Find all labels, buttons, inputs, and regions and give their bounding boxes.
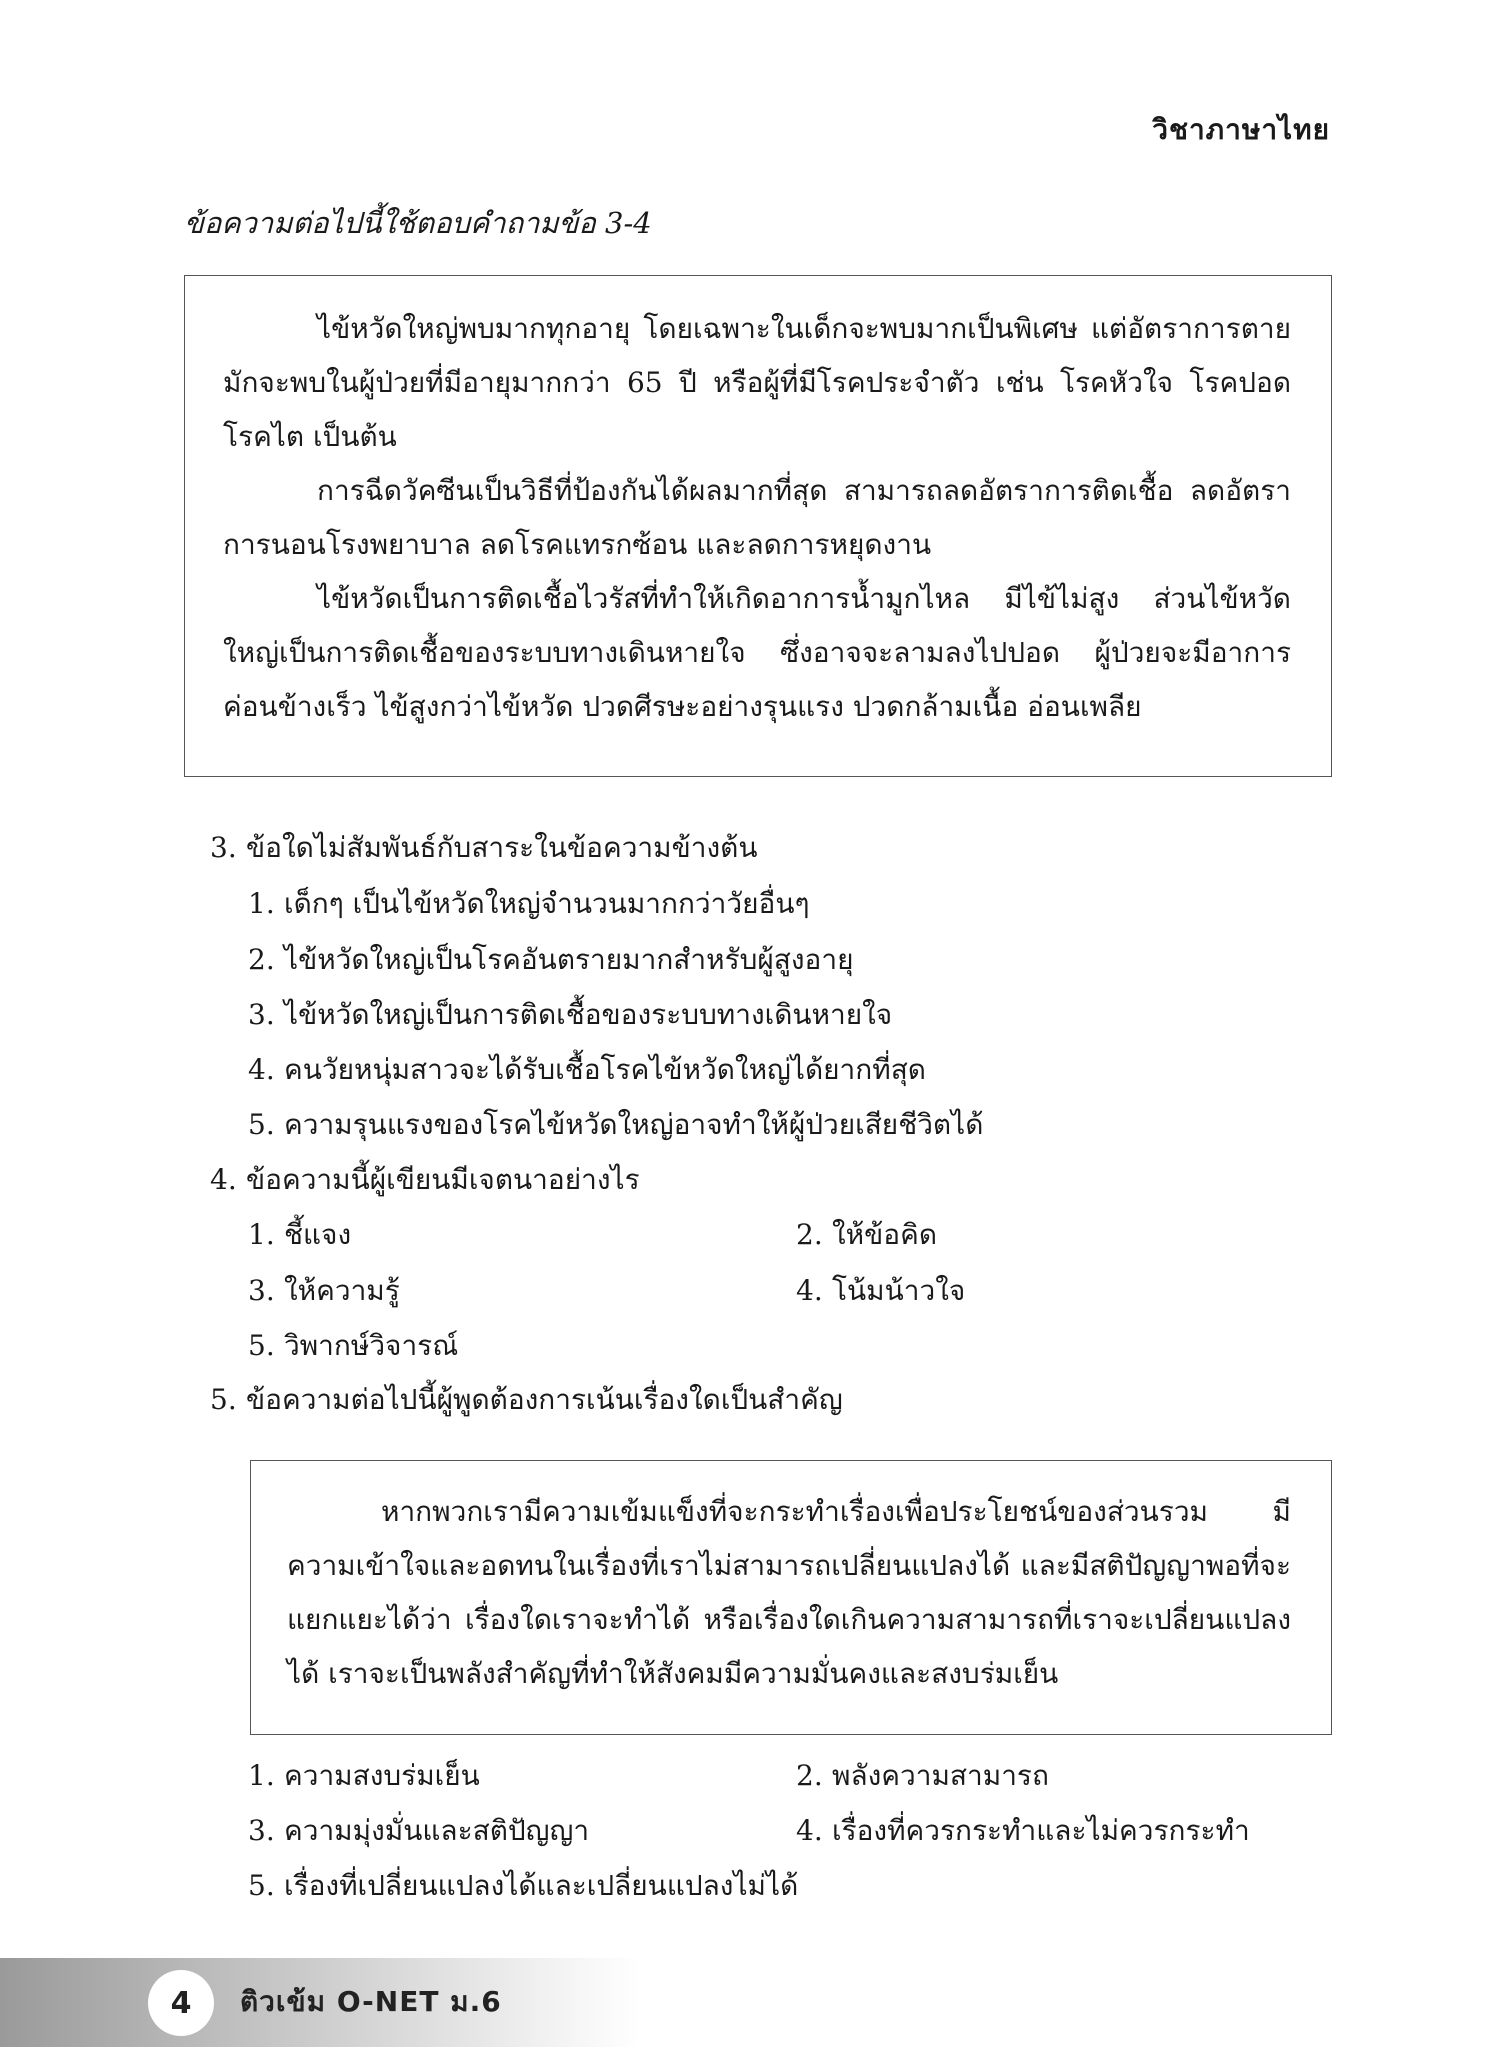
question-text: ข้อความต่อไปนี้ผู้พูดต้องการเน้นเรื่องใดเป็นสำคัญ xyxy=(246,1383,843,1416)
q5-option-4[interactable] xyxy=(796,1811,1250,1851)
q5-option-5[interactable] xyxy=(248,1866,798,1906)
option-text: พลังความสามารถ xyxy=(832,1759,1049,1792)
book-title: ติวเข้ม O-NET ม.6 xyxy=(240,1985,502,2018)
option-number: 3. xyxy=(248,1814,275,1847)
option-number: 5. xyxy=(248,1869,275,1902)
passage1-paragraph: ไข้หวัดใหญ่พบมากทุกอายุ โดยเฉพาะในเด็กจะพบมากเป็นพิเศษ แต่อัตราการตายมักจะพบในผู้ป่วยที่มีอายุมากกว่า 65 ปี หรือผู้ที่มีโรคประจำตัว เช่น โรคหัวใจ โรคปอดโรคไต เป็นต้น xyxy=(223,312,1291,453)
option-text: เรื่องที่เปลี่ยนแปลงได้และเปลี่ยนแปลงไม่ได้ xyxy=(284,1869,799,1902)
passage1-paragraph: การฉีดวัคซีนเป็นวิธีที่ป้องกันได้ผลมากที่สุด สามารถลดอัตราการติดเชื้อ ลดอัตราการนอนโรงพยาบาล ลดโรคแทรกซ้อน และลดการหยุดงาน xyxy=(223,474,1291,561)
option-number: 5. xyxy=(248,1329,275,1362)
question-text: ข้อความนี้ผู้เขียนมีเจตนาอย่างไร xyxy=(246,1163,640,1196)
subject-header: วิชาภาษาไทย xyxy=(1152,113,1330,146)
option-text: ความมุ่งมั่นและสติปัญญา xyxy=(284,1814,590,1847)
option-number: 4. xyxy=(796,1274,823,1307)
q5-option-1[interactable] xyxy=(248,1756,480,1796)
option-number: 2. xyxy=(796,1759,823,1792)
option-text: เรื่องที่ควรกระทำและไม่ควรกระทำ xyxy=(832,1814,1250,1847)
question-number: 3. xyxy=(210,831,237,864)
option-text: ไข้หวัดใหญ่เป็นโรคอันตรายมากสำหรับผู้สูงอายุ xyxy=(284,943,854,976)
q4-option-3[interactable] xyxy=(248,1271,400,1311)
q5-option-2[interactable] xyxy=(796,1756,1049,1796)
option-number: 1. xyxy=(248,1759,275,1792)
option-number: 2. xyxy=(796,1218,823,1251)
option-number: 3. xyxy=(248,998,275,1031)
q4-option-5[interactable] xyxy=(248,1326,458,1366)
question-number: 4. xyxy=(210,1163,237,1196)
option-text: ความรุนแรงของโรคไข้หวัดใหญ่อาจทำให้ผู้ป่วยเสียชีวิตได้ xyxy=(284,1108,984,1141)
q4-option-2[interactable] xyxy=(796,1215,937,1255)
question-5 xyxy=(210,1380,843,1420)
question-4 xyxy=(210,1160,640,1200)
q3-option-4[interactable] xyxy=(248,1050,926,1090)
option-number: 1. xyxy=(248,887,275,920)
passage-box-1 xyxy=(184,275,1332,777)
q3-option-3[interactable] xyxy=(248,995,892,1035)
q3-option-2[interactable] xyxy=(248,940,854,980)
option-text: เด็กๆ เป็นไข้หวัดใหญ่จำนวนมากกว่าวัยอื่นๆ xyxy=(284,887,810,920)
option-text: ให้ข้อคิด xyxy=(832,1218,937,1251)
option-text: โน้มน้าวใจ xyxy=(832,1274,966,1307)
option-number: 4. xyxy=(796,1814,823,1847)
q4-option-4[interactable] xyxy=(796,1271,965,1311)
q4-option-1[interactable] xyxy=(248,1215,351,1255)
option-number: 1. xyxy=(248,1218,275,1251)
option-text: ความสงบร่มเย็น xyxy=(284,1759,480,1792)
option-text: คนวัยหนุ่มสาวจะได้รับเชื้อโรคไข้หวัดใหญ่ได้ยากที่สุด xyxy=(284,1053,926,1086)
question-3 xyxy=(210,828,757,868)
page-number-badge: 4 xyxy=(148,1970,214,2036)
option-text: ชี้แจง xyxy=(284,1218,352,1251)
q3-option-5[interactable] xyxy=(248,1105,983,1145)
option-number: 2. xyxy=(248,943,275,976)
q5-option-3[interactable] xyxy=(248,1811,589,1851)
option-text: วิพากษ์วิจารณ์ xyxy=(284,1329,459,1362)
option-text: ให้ความรู้ xyxy=(284,1274,400,1307)
option-text: ไข้หวัดใหญ่เป็นการติดเชื้อของระบบทางเดินหายใจ xyxy=(284,998,893,1031)
option-number: 5. xyxy=(248,1108,275,1141)
question-text: ข้อใดไม่สัมพันธ์กับสาระในข้อความข้างต้น xyxy=(246,831,758,864)
intro-instruction: ข้อความต่อไปนี้ใช้ตอบคำถามข้อ 3-4 xyxy=(184,206,652,240)
question-number: 5. xyxy=(210,1383,237,1416)
option-number: 4. xyxy=(248,1053,275,1086)
q3-option-1[interactable] xyxy=(248,884,810,924)
option-number: 3. xyxy=(248,1274,275,1307)
passage-box-2 xyxy=(250,1460,1332,1735)
passage2-paragraph: หากพวกเรามีความเข้มแข็งที่จะกระทำเรื่องเพื่อประโยชน์ของส่วนรวม มีความเข้าใจและอดทนในเรื่องที่เราไม่สามารถเปลี่ยนแปลงได้ และมีสติปัญญาพอที่จะแยกแยะได้ว่า เรื่องใดเราจะทำได้ หรือเรื่องใดเกินความสามารถที่เราจะเปลี่ยนแปลงได้ เราจะเป็นพลังสำคัญที่ทำให้สังคมมีความมั่นคงและสงบร่มเย็น xyxy=(287,1495,1291,1690)
passage1-paragraph: ไข้หวัดเป็นการติดเชื้อไวรัสที่ทำให้เกิดอาการน้ำมูกไหล มีไข้ไม่สูง ส่วนไข้หวัดใหญ่เป็นการติดเชื้อของระบบทางเดินหายใจ ซึ่งอาจจะลามลงไปปอด ผู้ป่วยจะมีอาการค่อนข้างเร็ว ไข้สูงกว่าไข้หวัด ปวดศีรษะอย่างรุนแรง ปวดกล้ามเนื้อ อ่อนเพลีย xyxy=(223,582,1291,723)
